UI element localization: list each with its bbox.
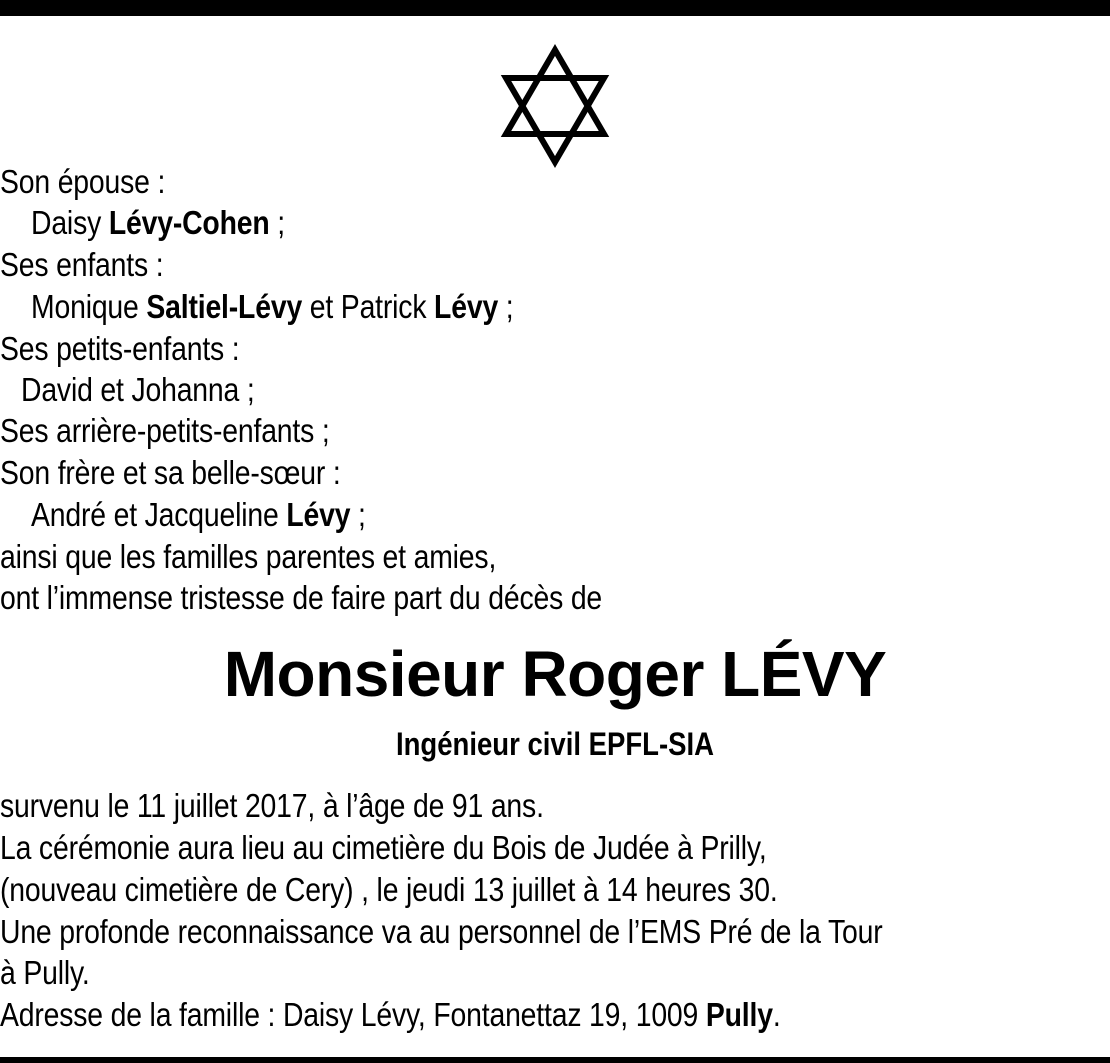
child2-surname: Lévy [434, 288, 499, 325]
star-of-david-icon [500, 44, 610, 168]
sibling-surname: Lévy [286, 496, 351, 533]
sibling-heading: Son frère et sa belle-sœur : [0, 454, 341, 491]
grandchildren-names: David et Johanna ; [21, 371, 255, 408]
death-line: survenu le 11 juillet 2017, à l’âge de 91 ans. [0, 787, 544, 824]
sibling-line: André et Jacqueline Lévy ; [31, 496, 366, 533]
grandchildren-heading: Ses petits-enfants : [0, 330, 240, 367]
address-city: Pully [705, 996, 773, 1033]
children-line: Monique Saltiel-Lévy et Patrick Lévy ; [31, 288, 514, 325]
deceased-name: Monsieur Roger LÉVY [223, 638, 887, 710]
top-border-rule [0, 0, 1110, 16]
address-line: Adresse de la famille : Daisy Lévy, Fontanettaz 19, 1009 Pully. [0, 996, 781, 1033]
bottom-border-rule [0, 1057, 1110, 1063]
spouse-surname: Lévy-Cohen [108, 204, 270, 241]
deceased-profession: Ingénieur civil EPFL-SIA [395, 726, 715, 762]
announcement-line: ont l’immense tristesse de faire part du décès de [0, 579, 603, 616]
thanks-line-2: à Pully. [0, 954, 90, 991]
child1-surname: Saltiel-Lévy [146, 288, 303, 325]
great-grandchildren-line: Ses arrière-petits-enfants ; [0, 412, 330, 449]
ceremony-line-2: (nouveau cimetière de Cery) , le jeudi 13 juillet à 14 heures 30. [0, 871, 778, 908]
thanks-line-1: Une profonde reconnaissance va au personnel de l’EMS Pré de la Tour [0, 913, 883, 950]
spouse-heading: Son épouse : [0, 163, 166, 200]
ceremony-line-1: La cérémonie aura lieu au cimetière du Bois de Judée à Prilly, [0, 829, 767, 866]
spouse-line: Daisy Lévy-Cohen ; [31, 204, 285, 241]
relatives-line: ainsi que les familles parentes et amies, [0, 538, 497, 575]
children-heading: Ses enfants : [0, 246, 164, 283]
